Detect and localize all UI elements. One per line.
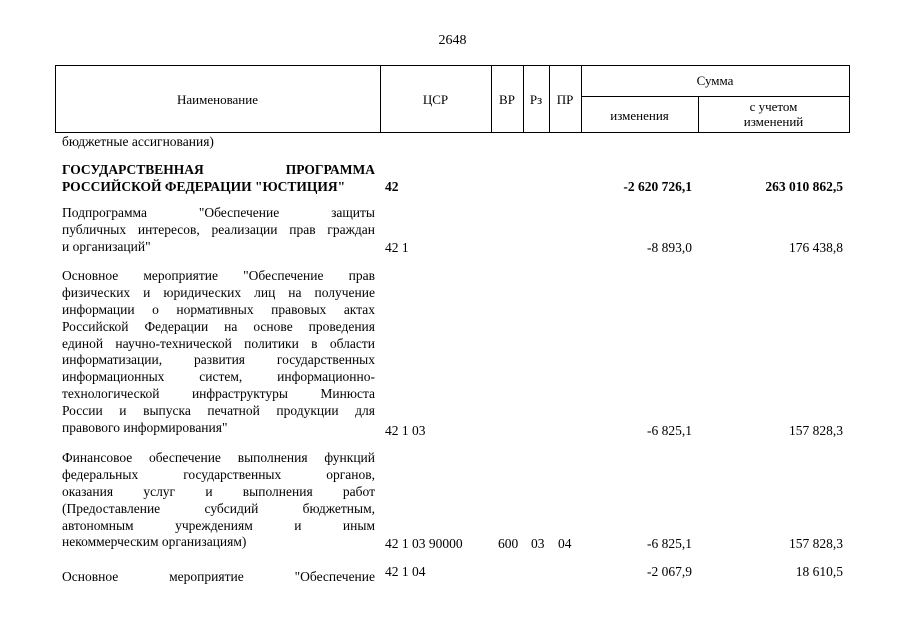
table-row-name bbox=[62, 162, 375, 196]
table-row-name bbox=[62, 268, 375, 437]
name-line: некоммерческим организациям) bbox=[62, 534, 247, 550]
name-line: физических и юридических лиц на получение bbox=[62, 284, 375, 300]
name-line: федеральных государственных органов, bbox=[62, 466, 375, 482]
row-total: 176 438,8 bbox=[789, 240, 843, 255]
name-line: автономным учреждениям и иным bbox=[62, 517, 375, 533]
name-line: оказания услуг и выполнения работ bbox=[62, 483, 375, 499]
row-csr: 42 1 03 90000 bbox=[385, 536, 463, 551]
name-line: Подпрограмма "Обеспечение защиты bbox=[62, 205, 375, 220]
name-line: информатизации, развития государственных bbox=[62, 352, 375, 368]
col-border bbox=[849, 65, 850, 133]
name-line: (Предоставление субсидий бюджетным, bbox=[62, 500, 375, 516]
name-line: единой научно-технической политики в области bbox=[62, 335, 375, 351]
row-total: 18 610,5 bbox=[795, 564, 843, 579]
name-line: информации о нормативных правовых актах bbox=[62, 301, 375, 317]
row-rz: 03 bbox=[531, 536, 545, 551]
row-total: 157 828,3 bbox=[789, 423, 843, 438]
name-line: РОССИЙСКОЙ ФЕДЕРАЦИИ "ЮСТИЦИЯ" bbox=[62, 178, 346, 194]
header-name: Наименование bbox=[177, 92, 258, 107]
row-total: 263 010 862,5 bbox=[765, 179, 843, 194]
row-change: -2 067,9 bbox=[647, 564, 692, 579]
name-line: технологической инфраструктуры Минюста bbox=[62, 386, 375, 402]
name-line: бюджетные ассигнования) bbox=[62, 134, 214, 149]
row-total: 157 828,3 bbox=[789, 536, 843, 551]
table-row-name bbox=[62, 134, 375, 151]
name-line: публичных интересов, реализации прав граждан bbox=[62, 221, 375, 237]
name-line: ГОСУДАРСТВЕННАЯ ПРОГРАММА bbox=[62, 162, 375, 177]
row-pr: 04 bbox=[558, 536, 572, 551]
header-change: изменения bbox=[610, 108, 669, 123]
header-bottom-border bbox=[55, 132, 850, 133]
name-line: и организаций" bbox=[62, 238, 151, 254]
row-change: -8 893,0 bbox=[647, 240, 692, 255]
header-sum: Сумма bbox=[696, 73, 734, 88]
name-line: информационных систем, информационно- bbox=[62, 369, 375, 385]
header-csr: ЦСР bbox=[422, 92, 449, 107]
row-csr: 42 1 bbox=[385, 240, 409, 255]
row-change: -2 620 726,1 bbox=[623, 179, 692, 194]
header-with-change-line1: с учетом bbox=[749, 99, 798, 114]
header-vr: ВР bbox=[499, 92, 515, 107]
sum-divider bbox=[581, 96, 850, 97]
name-line: России и выпуска печатной продукции для bbox=[62, 403, 375, 419]
row-vr: 600 bbox=[498, 536, 519, 551]
row-csr: 42 1 04 bbox=[385, 564, 426, 579]
name-line: Финансовое обеспечение выполнения функций bbox=[62, 450, 375, 465]
page-number: 2648 bbox=[438, 33, 467, 48]
row-change: -6 825,1 bbox=[647, 536, 692, 551]
name-line: Российской Федерации на основе проведения bbox=[62, 318, 375, 334]
header-top-border bbox=[55, 65, 850, 66]
header-with-change-line2: изменений bbox=[743, 114, 804, 129]
table-row-name bbox=[62, 450, 375, 551]
header-with-change bbox=[698, 99, 849, 129]
header-rz: Рз bbox=[529, 92, 543, 107]
row-change: -6 825,1 bbox=[647, 423, 692, 438]
row-csr: 42 bbox=[385, 179, 399, 194]
table-row-name bbox=[62, 205, 375, 256]
name-line: Основное мероприятие "Обеспечение bbox=[62, 569, 375, 584]
table-row-name bbox=[62, 569, 375, 586]
header-pr: ПР bbox=[556, 92, 574, 107]
row-csr: 42 1 03 bbox=[385, 423, 426, 438]
name-line: правового информирования" bbox=[62, 420, 228, 436]
name-line: Основное мероприятие "Обеспечение прав bbox=[62, 268, 375, 283]
